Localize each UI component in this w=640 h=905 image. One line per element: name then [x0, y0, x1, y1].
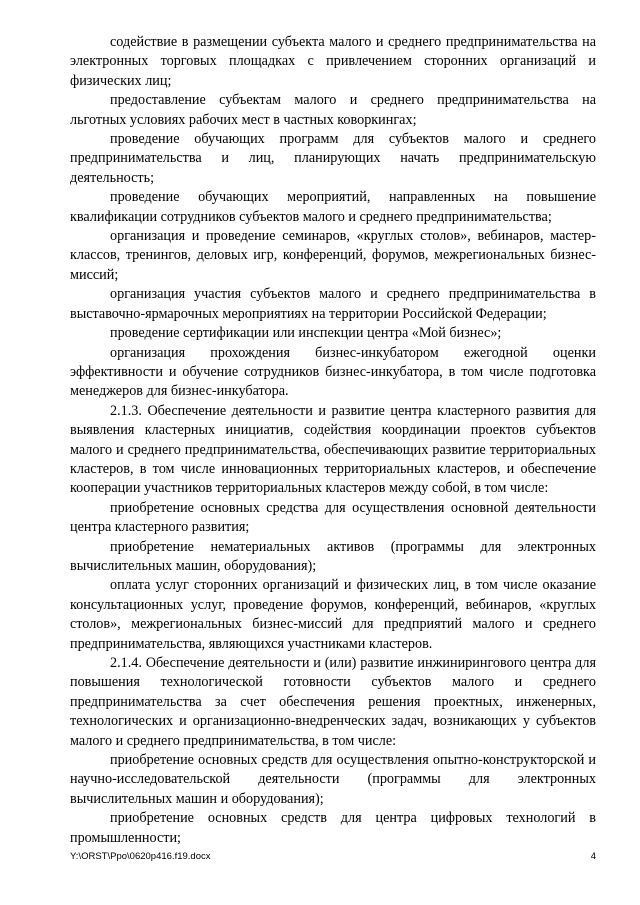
paragraph-coworking: предоставление субъектам малого и среднего предпринимательства на льготных условиях рабочих мест в частных коворкингах; — [70, 92, 596, 128]
paragraph-section-2-1-4: 2.1.4. Обеспечение деятельности и (или) развитие инжинирингового центра для повышения технологической готовности субъектов малого и среднего предпринимательства за счет обеспечения решения проектных, инженерных, технологических и организационно-внедренческих задач, возникающих у субъектов малого и среднего предпринимательства, в том числе: — [70, 655, 596, 749]
paragraph-seminars: организация и проведение семинаров, «круглых столов», вебинаров, мастер-классов, тренингов, деловых игр, конференций, форумов, межрегиональных бизнес-миссий; — [70, 228, 596, 283]
paragraph-cluster-fixed-assets: приобретение основных средства для осуществления основной деятельности центра кластерного развития; — [70, 499, 596, 536]
page-footer — [70, 851, 596, 865]
paragraph-certification: проведение сертификации или инспекции центра «Мой бизнес»; — [110, 325, 502, 342]
paragraph-section-2-1-3: 2.1.3. Обеспечение деятельности и развитие центра кластерного развития для выявления кластерных инициатив, содействия координации проектов субъектов малого и среднего предпринимательства, обеспечивающих развитие территориальных кластеров, в том числе инновационных территориальных кластеров, и обеспечение кооперации участников территориальных кластеров между собой, в том числе: — [70, 402, 596, 497]
paragraph-engineering-assets: приобретение основных средств для осуществления опытно-конструкторской и научно-исследовательской деятельности (программы для электронных вычислительных машин и оборудования); — [70, 752, 596, 807]
paragraph-marketplace-placement: содействие в размещении субъекта малого и среднего предпринимательства на электронных торговых площадках с привлечением сторонних организаций и физических лиц; — [70, 34, 596, 89]
paragraph-staff-qualification: проведение обучающих мероприятий, направленных на повышение квалификации сотрудников субъектов малого и среднего предпринимательства; — [70, 189, 596, 225]
paragraph-incubator-evaluation: организация прохождения бизнес-инкубатором ежегодной оценки эффективности и обучение сотрудников бизнес-инкубатора, в том числе подготовка менеджеров для бизнес-инкубатора. — [70, 344, 596, 400]
paragraph-digital-center-assets: приобретение основных средств для центра цифровых технологий в промышленности; — [70, 810, 596, 846]
paragraph-cluster-intangible-assets: приобретение нематериальных активов (программы для электронных вычислительных машин, оборудования); — [70, 538, 596, 574]
paragraph-cluster-services: оплата услуг сторонних организаций и физических лиц, в том числе оказание консультационных услуг, проведение форумов, конференций, вебинаров, «круглых столов», межрегиональных бизнес-миссий для предприятий малого и среднего предпринимательства, являющихся участниками кластеров. — [70, 577, 596, 652]
footer-file-path: Y:\ORST\Ppo\0620p416.f19.docx — [70, 851, 211, 862]
footer-page-number: 4 — [590, 851, 596, 862]
paragraph-exhibitions: организация участия субъектов малого и среднего предпринимательства в выставочно-ярмарочных мероприятиях на территории Российской Федерации; — [70, 286, 596, 322]
document-body — [70, 33, 596, 848]
paragraph-training-programs: проведение обучающих программ для субъектов малого и среднего предпринимательства и лиц, планирующих начать предпринимательскую деятельность; — [70, 131, 596, 186]
